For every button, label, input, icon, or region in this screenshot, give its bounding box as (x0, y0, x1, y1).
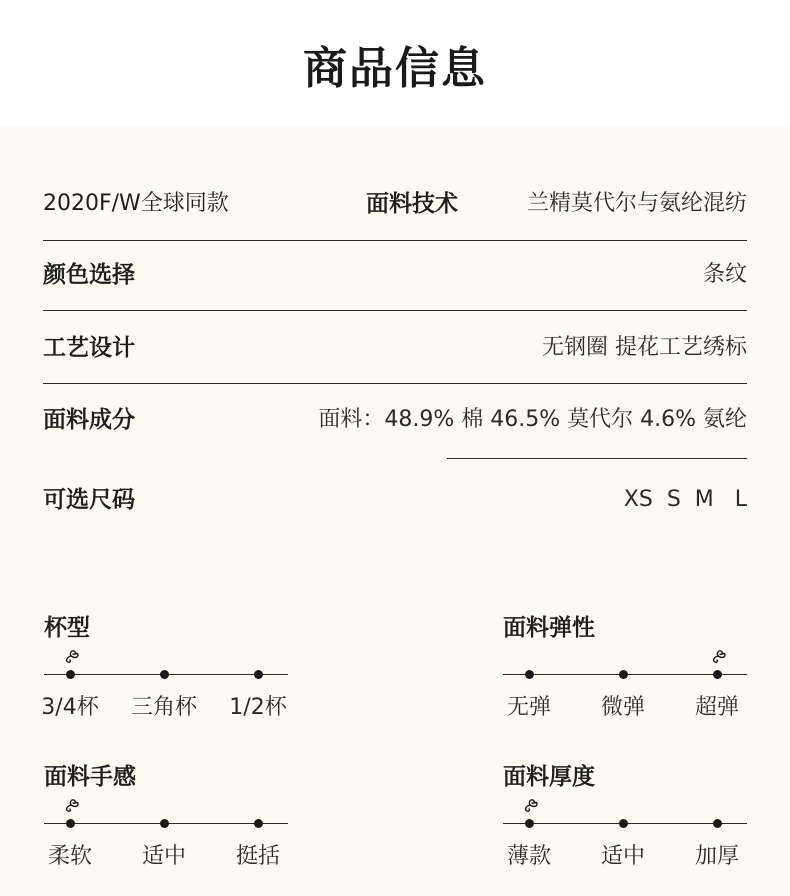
swirl-marker-icon (519, 795, 541, 815)
scale-dot (619, 670, 628, 679)
scale-dot (254, 819, 263, 828)
swirl-marker-icon (60, 646, 82, 666)
divider (43, 310, 747, 311)
scale-hand-feel (44, 801, 288, 869)
scale-dot (713, 819, 722, 828)
info-row-sizes (43, 480, 747, 520)
scale-dot (254, 670, 263, 679)
scale-option-label: 3/4杯 (41, 695, 99, 720)
swirl-marker-icon (60, 795, 82, 815)
info-value-composition: 面料：48.9% 棉 46.5% 莫代尔 4.6% 氨纶 (318, 407, 747, 432)
scale-elasticity (503, 652, 747, 720)
scale-dot (713, 670, 722, 679)
scale-dot (160, 819, 169, 828)
info-row-composition (43, 400, 747, 440)
info-value-sizes: XS S M L (623, 487, 747, 512)
info-label-composition: 面料成分 (43, 407, 135, 433)
info-label-craft: 工艺设计 (43, 335, 135, 361)
info-value-fabric-tech: 兰精莫代尔与氨纶混纺 (526, 191, 747, 216)
info-row-style (43, 184, 747, 224)
scale-option-label: 微弹 (600, 695, 646, 720)
attr-title-elasticity: 面料弹性 (503, 615, 595, 641)
info-row-craft (43, 328, 747, 368)
scale-option-label: 无弹 (506, 695, 552, 720)
scale-dot (160, 670, 169, 679)
info-label-color: 颜色选择 (43, 262, 135, 288)
divider (43, 240, 747, 241)
page-title: 商品信息 (303, 43, 487, 94)
scale-dot (66, 670, 75, 679)
scale-dot (525, 670, 534, 679)
scale-option-label: 薄款 (506, 844, 552, 869)
scale-cup (41, 652, 288, 720)
scale-dot (619, 819, 628, 828)
scale-option-label: 适中 (141, 844, 187, 869)
scale-thickness (503, 801, 747, 869)
info-value-craft: 无钢圈 提花工艺绣标 (542, 335, 747, 360)
info-label-sizes: 可选尺码 (43, 487, 135, 513)
info-row-color (43, 255, 747, 295)
info-label-fabric-tech: 面料技术 (366, 191, 458, 217)
header (0, 0, 790, 127)
attr-title-hand-feel: 面料手感 (44, 764, 136, 790)
info-value-color: 条纹 (702, 262, 747, 287)
scale-dot (525, 819, 534, 828)
scale-option-label: 挺括 (235, 844, 281, 869)
divider (43, 383, 747, 384)
scale-option-label: 1/2杯 (229, 695, 287, 720)
scale-dot (66, 819, 75, 828)
scale-option-label: 适中 (600, 844, 646, 869)
swirl-marker-icon (707, 646, 729, 666)
info-label-style: 2020F/W全球同款 (43, 191, 229, 216)
divider (447, 458, 747, 459)
scale-option-label: 三角杯 (130, 695, 198, 720)
scale-option-label: 加厚 (694, 844, 740, 869)
attr-title-thickness: 面料厚度 (503, 764, 595, 790)
scale-option-label: 柔软 (47, 844, 93, 869)
attr-title-cup: 杯型 (44, 615, 90, 641)
scale-option-label: 超弹 (694, 695, 740, 720)
